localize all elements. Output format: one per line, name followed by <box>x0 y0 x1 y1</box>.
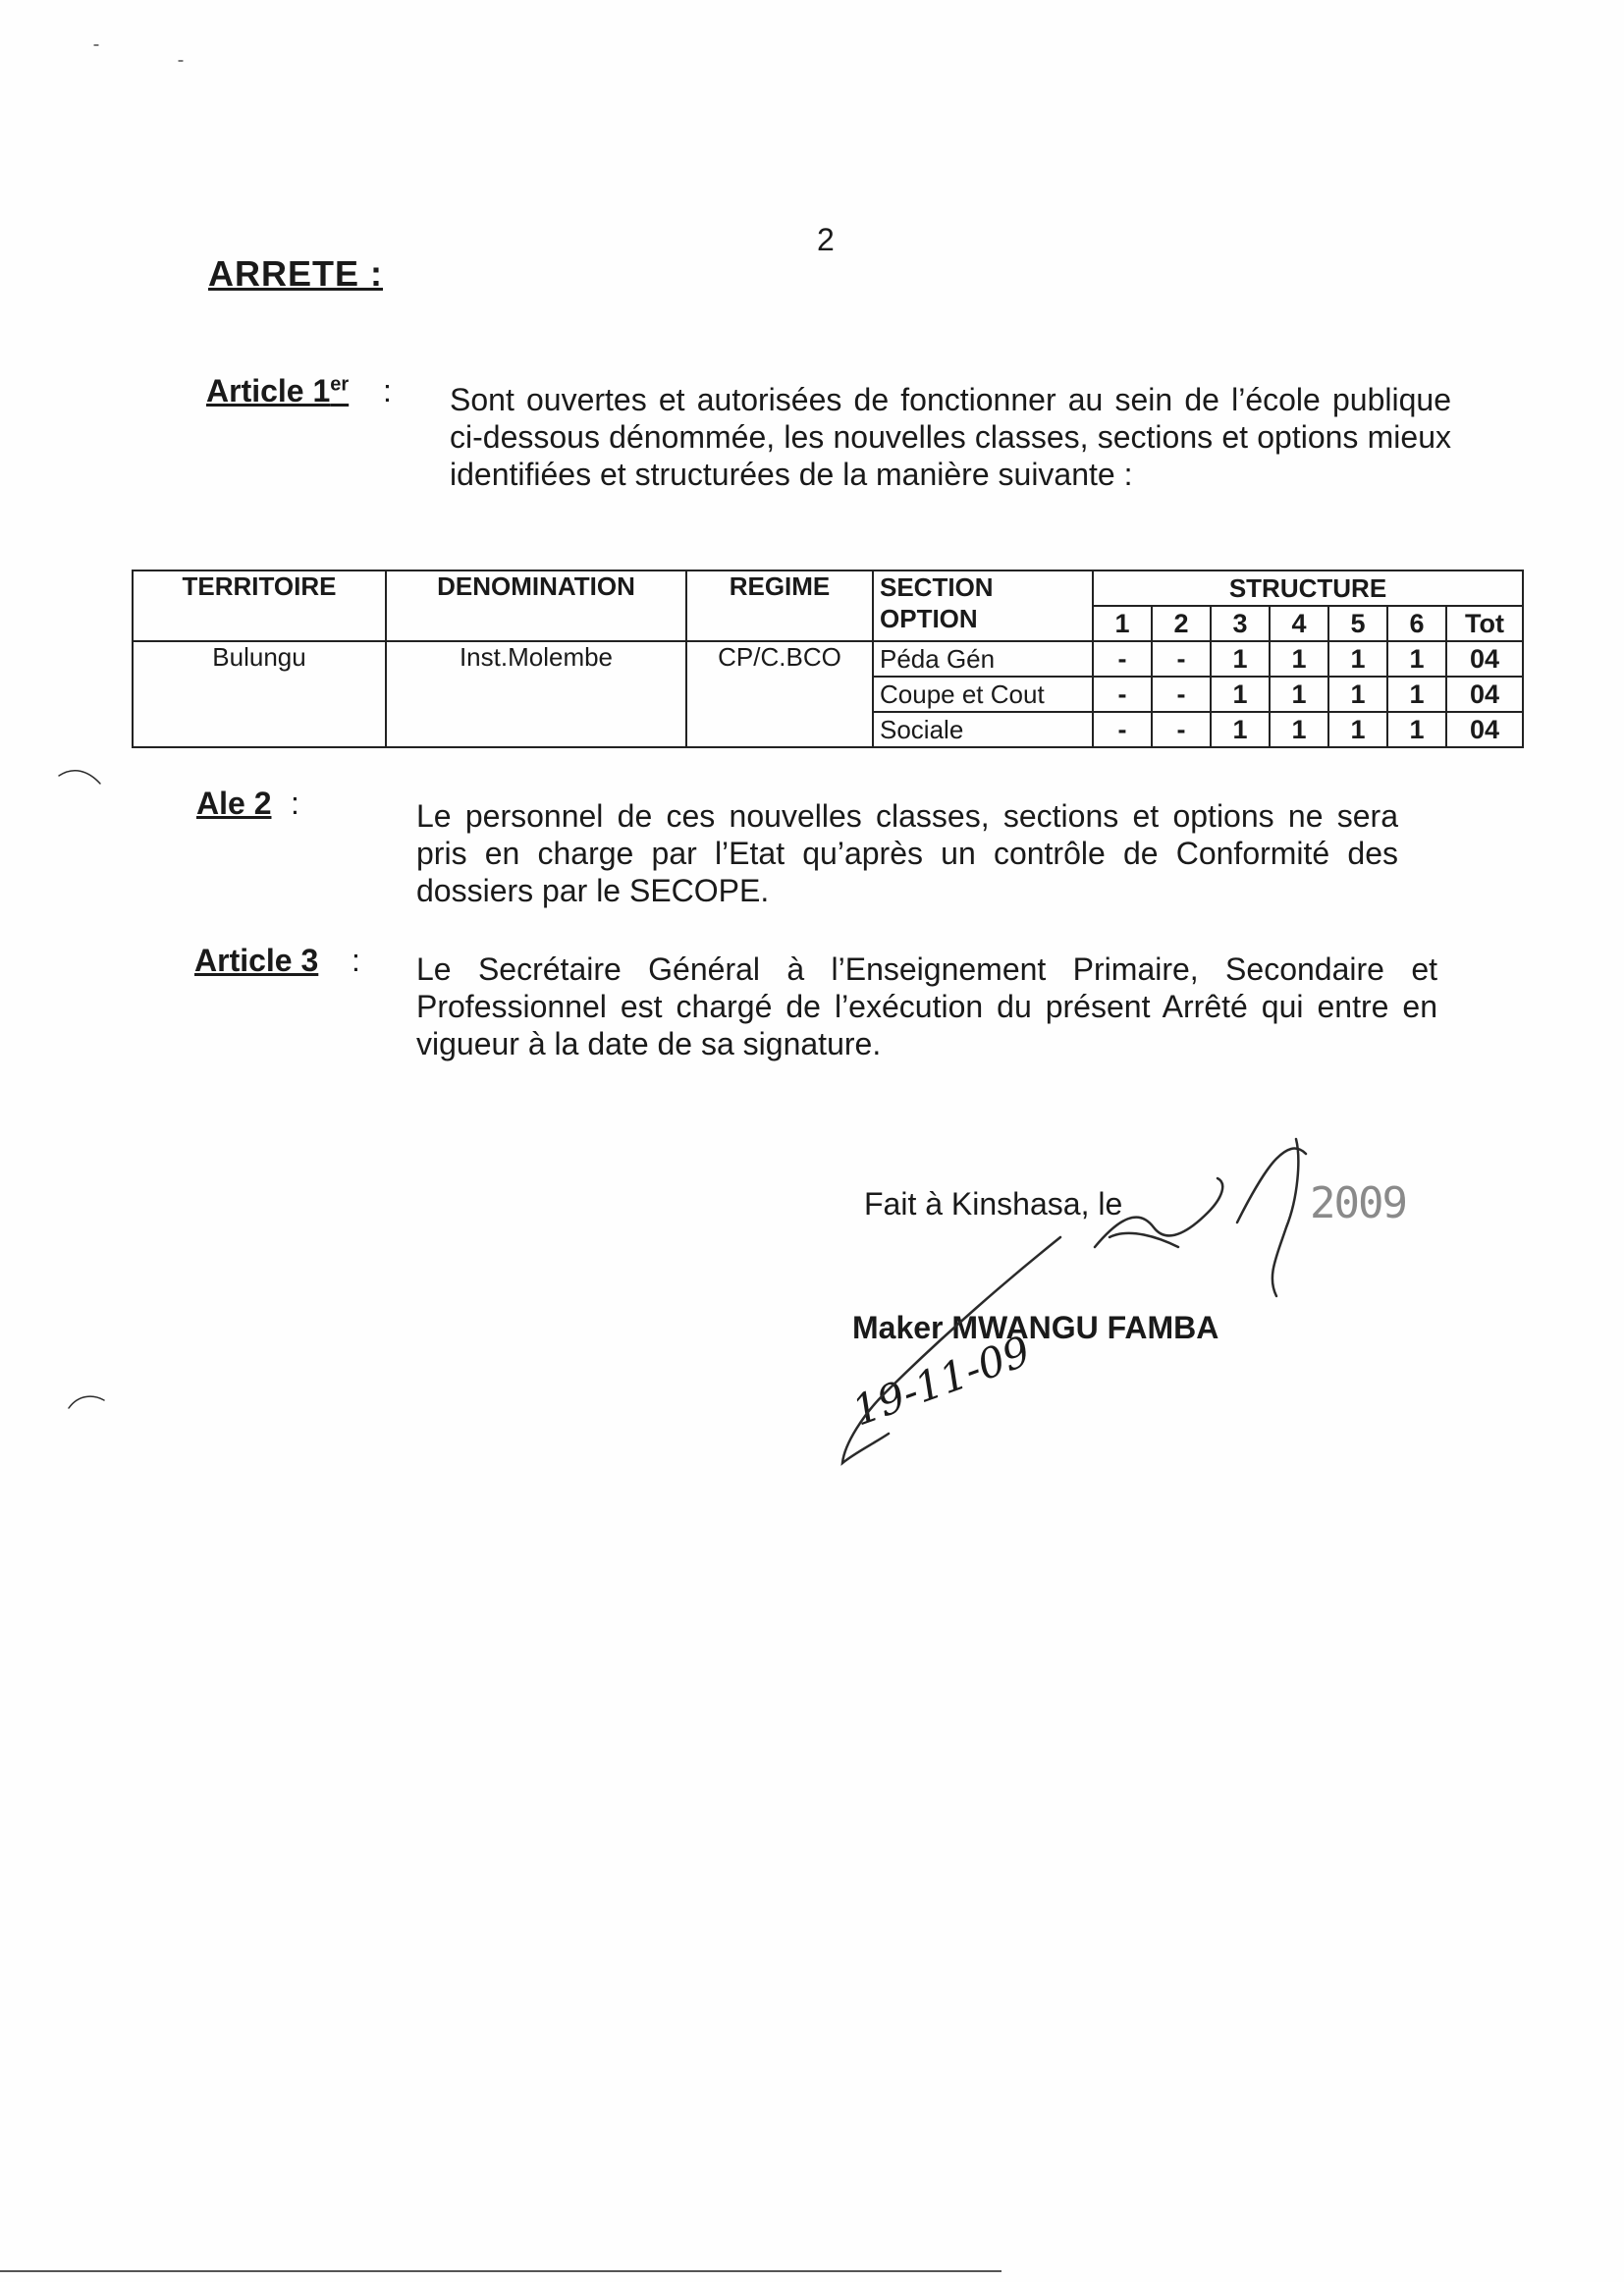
value-cell: 1 <box>1328 641 1387 677</box>
article-2-separator: : <box>291 786 299 821</box>
value-cell: - <box>1093 712 1152 747</box>
value-cell: 1 <box>1270 677 1328 712</box>
place-and-date-line: Fait à Kinshasa, le <box>864 1186 1123 1222</box>
article-1-separator: : <box>383 373 392 408</box>
structure-col-4: 4 <box>1270 606 1328 641</box>
option-cell: Sociale <box>873 712 1093 747</box>
article-2-text: Le personnel de ces nouvelles classes, sections et options ne sera pris en charge par l’Etat qu’après un contrôle de Conformité des dossiers par le SECOPE. <box>416 798 1398 908</box>
article-3-label: Article 3 <box>194 943 319 978</box>
header-regime: REGIME <box>686 570 873 641</box>
value-cell: - <box>1152 677 1211 712</box>
value-cell: 1 <box>1270 712 1328 747</box>
article-1-label-text: Article 1 <box>206 373 331 408</box>
value-cell: 1 <box>1211 677 1270 712</box>
value-cell: 1 <box>1328 677 1387 712</box>
value-cell: - <box>1152 641 1211 677</box>
value-cell: - <box>1152 712 1211 747</box>
structure-col-1: 1 <box>1093 606 1152 641</box>
signatory-name: Maker MWANGU FAMBA <box>852 1310 1219 1345</box>
value-cell: - <box>1093 677 1152 712</box>
value-cell: 1 <box>1387 712 1446 747</box>
structure-col-5: 5 <box>1328 606 1387 641</box>
structure-col-3: 3 <box>1211 606 1270 641</box>
territoire-cell: Bulungu <box>133 641 386 747</box>
article-1-label-sup: er <box>330 373 350 396</box>
article-3-text: Le Secrétaire Général à l’Enseignement Primaire, Secondaire et Professionnel est chargé de l’exécution du présent Arrêté qui entre en vigueur à la date de sa signature. <box>416 951 1437 1061</box>
total-cell: 04 <box>1446 712 1523 747</box>
header-denomination: DENOMINATION <box>386 570 686 641</box>
value-cell: 1 <box>1211 641 1270 677</box>
header-structure: STRUCTURE <box>1093 570 1523 606</box>
value-cell: 1 <box>1211 712 1270 747</box>
page-number: 2 <box>817 222 835 257</box>
value-cell: 1 <box>1387 641 1446 677</box>
structure-col-tot: Tot <box>1446 606 1523 641</box>
bottom-rule <box>0 2270 1001 2272</box>
option-cell: Coupe et Cout <box>873 677 1093 712</box>
option-cell: Péda Gén <box>873 641 1093 677</box>
arrete-heading: ARRETE : <box>208 253 383 294</box>
total-cell: 04 <box>1446 641 1523 677</box>
article-1-text: Sont ouvertes et autorisées de fonctionner au sein de l’école publique ci-dessous dénommée, les nouvelles classes, sections et options mieux identifiées et structurées de la manière suivante : <box>450 382 1451 492</box>
value-cell: - <box>1093 641 1152 677</box>
total-cell: 04 <box>1446 677 1523 712</box>
handwritten-date: 19-11-09 <box>845 1326 1037 1436</box>
header-section-option: SECTION OPTION <box>873 570 1093 641</box>
regime-cell: CP/C.BCO <box>686 641 873 747</box>
value-cell: 1 <box>1328 712 1387 747</box>
article-3-separator: : <box>352 943 360 978</box>
value-cell: 1 <box>1270 641 1328 677</box>
date-stamp: 2009 <box>1310 1178 1406 1228</box>
header-territoire: TERRITOIRE <box>133 570 386 641</box>
structure-col-6: 6 <box>1387 606 1446 641</box>
article-2-label: Ale 2 <box>196 786 272 821</box>
value-cell: 1 <box>1387 677 1446 712</box>
denomination-cell: Inst.Molembe <box>386 641 686 747</box>
structure-col-2: 2 <box>1152 606 1211 641</box>
